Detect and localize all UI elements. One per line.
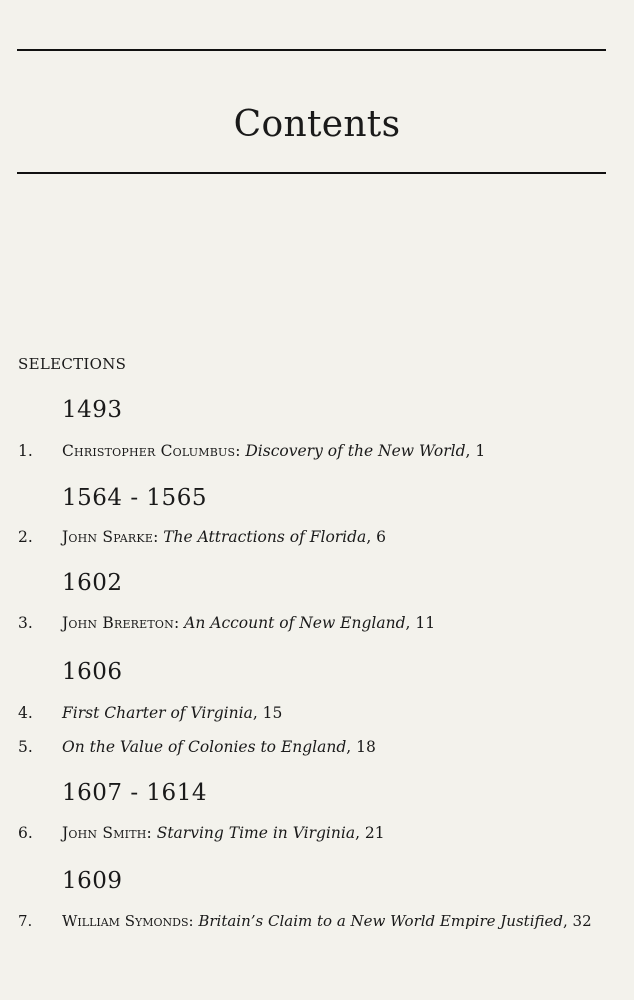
section-label: SELECTIONS xyxy=(18,355,127,373)
page-separator: , xyxy=(366,528,377,546)
entry-author: John Brereton xyxy=(62,614,174,632)
entry-number: 3. xyxy=(18,614,33,632)
entry-title: First Charter of Virginia xyxy=(62,704,253,722)
toc-entry[interactable] xyxy=(18,822,618,844)
page-title: Contents xyxy=(233,104,401,145)
year-heading: 1493 xyxy=(62,397,123,423)
year-heading: 1607 - 1614 xyxy=(62,780,207,806)
author-separator: : xyxy=(188,912,199,930)
entry-number: 7. xyxy=(18,912,33,930)
entry-author: Christopher Columbus xyxy=(62,442,236,460)
entry-title: The Attractions of Florida xyxy=(163,528,367,546)
bottom-rule xyxy=(17,172,606,174)
entry-title: Britain’s Claim to a New World Empire Justified xyxy=(198,912,563,930)
page-separator: , xyxy=(562,912,573,930)
entry-page: 32 xyxy=(572,912,592,930)
entry-title: Starving Time in Virginia xyxy=(156,824,356,842)
author-separator: : xyxy=(173,614,185,632)
entry-page: 11 xyxy=(415,614,436,632)
entry-page: 18 xyxy=(356,738,376,756)
page-separator: , xyxy=(465,442,476,460)
entry-number: 5. xyxy=(18,738,33,756)
toc-entry[interactable] xyxy=(18,440,618,462)
entry-page: 21 xyxy=(364,824,385,842)
year-heading: 1564 - 1565 xyxy=(62,485,207,511)
entry-author: John Smith xyxy=(62,824,147,842)
author-separator: : xyxy=(153,528,164,546)
entry-number: 6. xyxy=(18,824,33,842)
top-rule xyxy=(17,49,606,51)
toc-entry[interactable] xyxy=(18,526,618,548)
toc-entry[interactable] xyxy=(18,736,618,758)
year-heading: 1602 xyxy=(62,570,123,596)
page-separator: , xyxy=(355,824,365,842)
toc-entry[interactable] xyxy=(18,612,618,634)
year-heading: 1609 xyxy=(62,868,123,894)
page-separator: , xyxy=(346,738,357,756)
author-separator: : xyxy=(235,442,246,460)
year-heading: 1606 xyxy=(62,659,123,685)
toc-entry[interactable] xyxy=(18,702,618,724)
entry-title: On the Value of Colonies to England xyxy=(62,738,347,756)
entry-author: John Sparke xyxy=(62,528,154,546)
entry-page: 15 xyxy=(262,704,283,722)
entry-page: 6 xyxy=(376,528,387,546)
entry-title: Discovery of the New World xyxy=(245,442,466,460)
toc-entry[interactable] xyxy=(18,910,618,932)
entry-number: 2. xyxy=(18,528,33,546)
entry-number: 4. xyxy=(18,704,33,722)
page-separator: , xyxy=(252,704,263,722)
entry-number: 1. xyxy=(18,442,33,460)
entry-title: An Account of New England xyxy=(184,614,406,632)
page-separator: , xyxy=(405,614,416,632)
entry-page: 1 xyxy=(475,442,486,460)
author-separator: : xyxy=(146,824,157,842)
entry-author: William Symonds xyxy=(62,912,189,930)
